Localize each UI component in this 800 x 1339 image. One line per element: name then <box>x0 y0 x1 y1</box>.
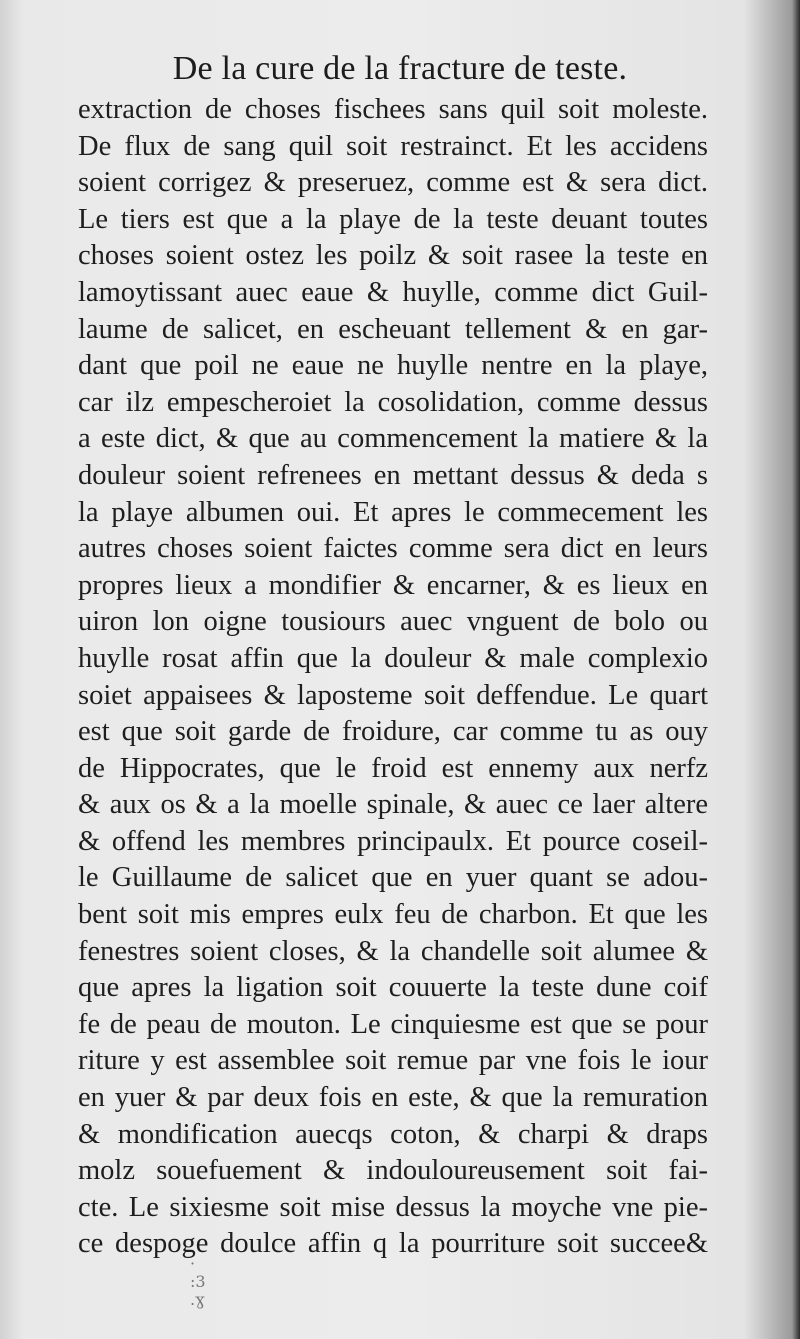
page-smudge-marks: · :3 .ɣ <box>190 1254 206 1309</box>
text-line: est que soit garde de froidure, car comme tu as ouy <box>78 716 708 748</box>
text-line: propres lieux a mondifier & encarner, & es lieux en <box>78 569 708 601</box>
text-line: douleur soient refrenees en mettant dessus & deda s <box>78 459 708 491</box>
text-line: de Hippocrates, que le froid est ennemy aux nerfz <box>78 752 708 784</box>
text-line: soiet appaisees & laposteme soit deffendue. Le quart <box>78 679 708 711</box>
text-line: dant que poil ne eaue ne huylle nentre en la playe, <box>78 350 708 382</box>
text-line: extraction de choses fischees sans quil soit moleste. <box>78 94 708 125</box>
text-line: riture y est assemblee soit remue par vne fois le iour <box>78 1045 708 1077</box>
text-line: & offend les membres principaulx. Et pource coseil- <box>78 825 708 857</box>
running-title: De la cure de la fracture de teste. <box>172 50 628 87</box>
text-line: & mondification auecqs coton, & charpi & draps <box>78 1118 708 1150</box>
text-line: en yuer & par deux fois en este, & que la remuration <box>78 1082 708 1114</box>
text-line: huylle rosat affin que la douleur & male complexio <box>78 642 708 674</box>
text-line: choses soient ostez les poilz & soit rasee la teste en <box>78 240 708 272</box>
text-line: Le tiers est que a la playe de la teste deuant toutes <box>78 203 708 235</box>
text-line: cte. Le sixiesme soit mise dessus la moyche vne pie- <box>78 1191 708 1223</box>
text-line: car ilz empescheroiet la cosolidation, comme dessus <box>78 386 708 418</box>
text-line: De flux de sang quil soit restrainct. Et les accidens <box>78 130 708 162</box>
text-line: la playe albumen oui. Et apres le commecement les <box>78 496 708 528</box>
text-line: uiron lon oigne tousiours auec vnguent de bolo ou <box>78 606 708 638</box>
text-line: ce despoge doulce affin q la pourriture soit succee& <box>78 1228 708 1260</box>
page-body-text <box>78 92 708 1263</box>
text-line: bent soit mis empres eulx feu de charbon. Et que les <box>78 899 708 931</box>
text-line: soient corrigez & preseruez, comme est & sera dict. <box>78 167 708 199</box>
text-line: fe de peau de mouton. Le cinquiesme est que se pour <box>78 1008 708 1040</box>
text-line: lamoytissant auec eaue & huylle, comme dict Guil- <box>78 276 708 308</box>
text-line: que apres la ligation soit couuerte la teste dune coif <box>78 972 708 1004</box>
text-line: autres choses soient faictes comme sera dict en leurs <box>78 533 708 565</box>
text-line: molz souefuement & indouloureusement soit fai- <box>78 1155 708 1187</box>
text-line: le Guillaume de salicet que en yuer quant se adou- <box>78 862 708 894</box>
text-line: laume de salicet, en escheuant tellement & en gar- <box>78 313 708 345</box>
text-line: & aux os & a la moelle spinale, & auec ce laer altere <box>78 789 708 821</box>
text-line: a este dict, & que au commencement la matiere & la <box>78 423 708 455</box>
text-line: fenestres soient closes, & la chandelle soit alumee & <box>78 935 708 967</box>
